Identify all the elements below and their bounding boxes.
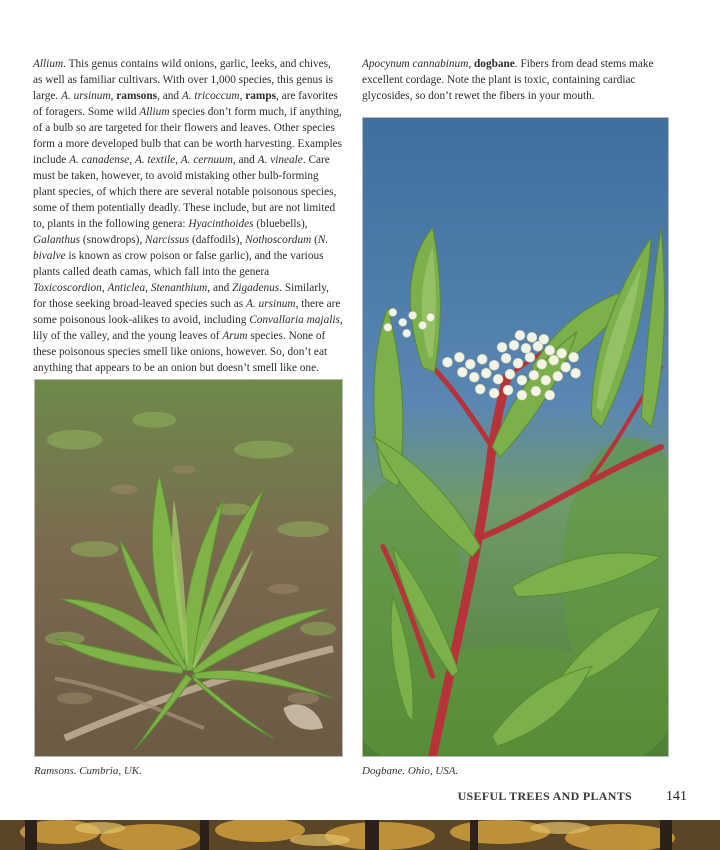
text-run: (snowdrops),: [80, 234, 146, 246]
common-name: ramsons: [116, 90, 158, 102]
species-name: A. textile: [134, 154, 176, 166]
genus-name: Allium: [139, 106, 170, 118]
text-run: (daffodils),: [189, 234, 246, 246]
genus-name: Toxicoscordion: [33, 282, 102, 294]
allium-paragraph: [33, 56, 343, 376]
page-number: 141: [666, 789, 687, 804]
dogbane-paragraph: [362, 56, 672, 104]
genus-name: Narcissus: [145, 234, 190, 246]
genus-name: Hyacinthoides: [188, 218, 254, 230]
text-run: . Fibers from dead stems make excellent cordage. Note the plant is toxic, containing cardiac glycosides, so don’t rewet the fibers in your mouth.: [362, 58, 654, 102]
genus-name: Galanthus: [33, 234, 81, 246]
text-run: species. None of these poisonous species smell like onions, however. So, don’t eat anything that appears to be an onion but doesn’t smell like one.: [33, 330, 328, 374]
text-run: ,: [468, 58, 475, 70]
text-run: , are favorites of foragers. Some wild: [33, 90, 338, 118]
genus-name: Anticlea: [107, 282, 146, 294]
text-run: . Similarly, for those seeking broad-leaved species such as: [33, 282, 329, 310]
text-run: is known as crow poison or false garlic), and the various plants called death camas, which fall into the genera: [33, 250, 324, 278]
text-run: . Care must be taken, however, to avoid mistaking other bulb-forming plant species, of which there are several notable poisonous species, some of them potentially deadly. These include, but are not limited to, plants in the following genera:: [33, 154, 337, 230]
bottom-photo-strip: [0, 820, 720, 850]
species-name: A. ursinum: [61, 90, 111, 102]
species-name: Apocynum cannabinum: [362, 58, 469, 70]
text-run: . This genus contains wild onions, garlic, leeks, and chives, as well as familiar cultivars. With over 1,000 species, this genus is large.: [33, 58, 333, 102]
dogbane-caption: Dogbane. Ohio, USA.: [362, 765, 459, 777]
genus-name: Zigadenus: [232, 282, 280, 294]
text-run: (: [311, 234, 318, 246]
common-name: dogbane: [474, 58, 515, 70]
text-run: ,: [239, 90, 246, 102]
running-head: USEFUL TREES AND PLANTS: [457, 789, 632, 803]
species-name: N. bivalve: [33, 234, 329, 262]
text-run: ,: [101, 282, 108, 294]
text-run: (bluebells),: [253, 218, 308, 230]
text-run: , and: [157, 90, 182, 102]
text-run: ,: [129, 154, 135, 166]
text-run: , there are some poisonous look-alikes to avoid, including: [33, 298, 341, 326]
species-name: A. vineale: [257, 154, 303, 166]
text-run: , lily of the valley, and the young leaves of: [33, 314, 343, 342]
genus-name: Allium: [33, 58, 64, 70]
text-run: , and: [207, 282, 233, 294]
text-run: ,: [145, 282, 151, 294]
genus-name: Nothoscordum: [245, 234, 312, 246]
genus-name: Stenanthium: [150, 282, 208, 294]
species-name: A. cernuum: [180, 154, 233, 166]
species-name: Convallaria majalis: [249, 314, 340, 326]
ramsons-caption: Ramsons. Cumbria, UK.: [34, 765, 142, 777]
text-run: ,: [110, 90, 117, 102]
species-name: A. ursinum: [246, 298, 296, 310]
common-name: ramps: [245, 90, 277, 102]
genus-name: Arum: [222, 330, 248, 342]
dogbane-photo: [362, 117, 669, 757]
species-name: A. tricoccum: [181, 90, 240, 102]
text-run: species don’t form much, if anything, of a bulb so are targeted for their flowers and leaves. Other species form a more developed bulb that can be worth harvesting. Examples include: [33, 106, 342, 166]
ramsons-photo: [34, 379, 343, 757]
text-run: ,: [175, 154, 181, 166]
text-run: , and: [232, 154, 258, 166]
species-name: A. canadense: [69, 154, 130, 166]
